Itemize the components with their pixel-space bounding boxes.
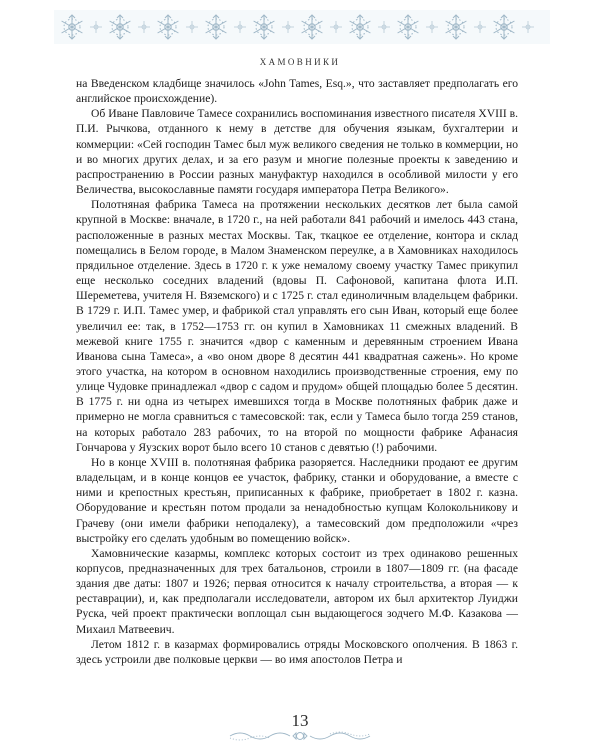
page-number: 13 <box>291 711 309 730</box>
paragraph: Летом 1812 г. в казармах формировались отряды Московского ополчения. В 1863 г. здесь устроили две полковые церкви — во имя апостолов Петра и <box>76 637 518 666</box>
lace-scroll-ornament-icon <box>225 729 375 743</box>
paragraph: Но в конце XVIII в. полотняная фабрика разоряется. Наследники продают ее другим владельцам, и в конце концов ее участок, фабрику, станки и оборудование, а вместе с ними и крепостных крестьян, приписанных к фабрике, приобретает в 1802 г. казна. Оборудование и крестьян потом продали за ненадобностью купцам Колокольникову и Грачеву (они имели фабрики неподалеку), а тамесовский дом предположили «чрез выстройку его сделать удобным во помещению войск». <box>76 455 518 545</box>
paragraph: Хамовнические казармы, комплекс которых состоит из трех одинаково решенных корпусов, предназначенных для трех батальонов, строили в 1807—1809 гг. (на фасаде здания две даты: 1807 и 1926; первая относится к началу строительства, а вторая — к реставрации), и, как предполагали исследователи, автором их был архитектор Луиджи Руска, чей проект практически воплощал сын выдающегося зодчего М.Ф. Казакова — Михаил Матвеевич. <box>76 546 518 636</box>
snowflake-lace-border-icon <box>54 10 550 44</box>
paragraph: Полотняная фабрика Тамеса на протяжении нескольких десятков лет была самой крупной в Москве: вначале, в 1720 г., на ней работали 841 рабочий и имелось 443 стана, расположенные в разных местах Москвы. Так, ткацкое ее отделение, контора и склад помещались в Белом городе, в Малом Знаменском переулке, а в Хамовниках находилось прядильное отделение. Здесь в 1720 г. к уже немалому своему участку Тамес прикупил еще несколько соседних владений (вдовы П. Сафоновой, капитана флота И.П. Шереметева, учителя Н. Вяземского) и с 1725 г. стал единоличным владельцем фабрики. В 1729 г. И.П. Тамес умер, и фабрикой стал управлять его сын Иван, который еще более увеличил ее: так, в 1752—1753 гг. он купил в Хамовниках 11 смежных владений. В межевой книге 1755 г. значится «двор с каменным и деревянным строением Ивана Иванова сына Тамеса», а «во оном дворе 8 десятин 441 квадратная сажень». Но кроме этого участка, на котором в основном находились производственные строения, ему по улице Чудовке принадлежал «двор с садом и прудом» общей площадью более 5 десятин. В 1775 г. ни одна из четырех имевшихся тогда в Москве полотняных фабрик даже и примерно не могла сравниться с тамесовской: так, если у Тамеса было тогда 259 станов, на которых работало 283 рабочих, то на второй по мощности фабрике Афанасия Гончарова у Яузских ворот было всего 10 станов с девятью (!) рабочими. <box>76 198 518 454</box>
paragraph: Об Иване Павловиче Тамесе сохранились воспоминания известного писателя XVIII в. П.И. Рычкова, отданного к нему в детстве для обучения языкам, бухгалтерии и коммерции: «Сей господин Тамес был муж великого сведения не только в коммерции, но и во многих других делах, и за его разум и многие полезные проекты к заведению и распространению в России разных мануфактур находился в особливой милости у его Величества, высокославные памяти государя императора Петра Великого». <box>76 107 518 197</box>
paragraph-continuation: на Введенском кладбище значилось «John Tames, Esq.», что заставляет предполагать его английское происхождение). <box>76 77 518 106</box>
page-body-text <box>76 76 518 667</box>
running-header-title: ХАМОВНИКИ <box>259 57 341 67</box>
